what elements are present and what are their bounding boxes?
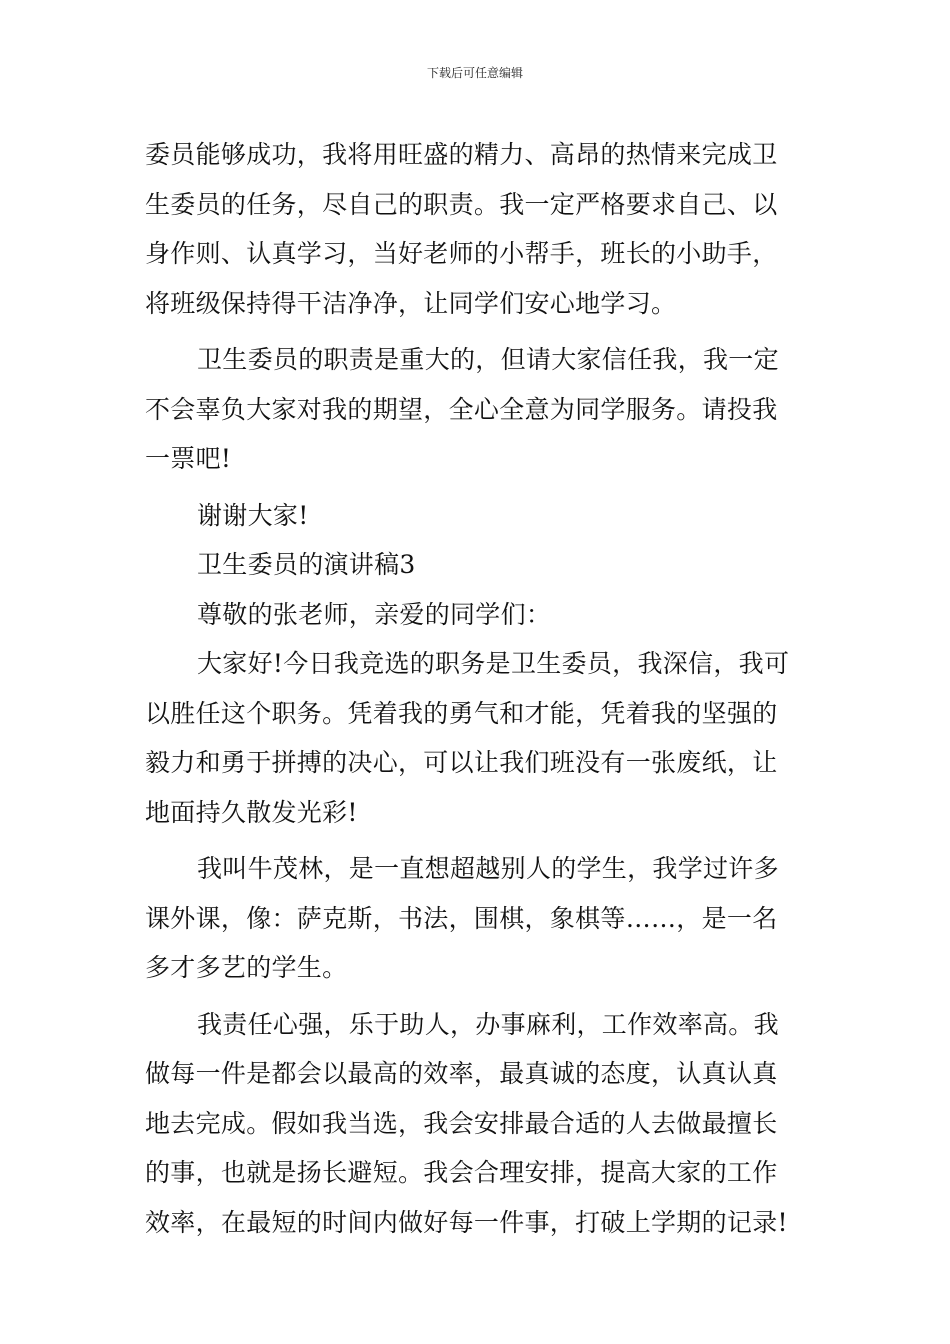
- text-line: 谢谢大家!: [197, 500, 309, 530]
- text-line: 毅力和勇于拼搏的决心，可以让我们班没有一张废纸，让: [145, 748, 778, 777]
- paragraph: [145, 1000, 807, 1248]
- text-line: 地面持久散发光彩!: [145, 797, 358, 827]
- text-line: 身作则、认真学习，当好老师的小帮手，班长的小助手，: [145, 239, 778, 268]
- text-line: 以胜任这个职务。凭着我的勇气和才能，凭着我的坚强的: [145, 698, 778, 728]
- paragraph: [145, 335, 807, 484]
- text-line: 卫生委员的演讲稿3: [197, 550, 416, 579]
- text-line: 的事，也就是扬长避短。我会合理安排，提高大家的工作: [145, 1158, 778, 1187]
- text-line: 卫生委员的职责是重大的，但请大家信任我，我一定: [197, 345, 779, 374]
- paragraph: [145, 491, 807, 541]
- document-body: [145, 130, 807, 1247]
- paragraph: [145, 639, 807, 837]
- text-line: 课外课，像：萨克斯，书法，围棋，象棋等……，是一名: [145, 903, 778, 933]
- text-line: 做每一件是都会以最高的效率，最真诚的态度，认真认真: [145, 1059, 778, 1088]
- text-line: 多才多艺的学生。: [145, 953, 348, 982]
- salutation: [145, 590, 807, 640]
- text-line: 一票吧!: [145, 444, 232, 473]
- text-line: 尊敬的张老师，亲爱的同学们：: [197, 599, 552, 629]
- text-line: 我责任心强，乐于助人，办事麻利，工作效率高。我: [197, 1009, 779, 1039]
- text-line: 委员能够成功，我将用旺盛的精力、高昂的热情来完成卫: [145, 140, 778, 169]
- text-line: 我叫牛茂林，是一直想超越别人的学生，我学过许多: [197, 854, 779, 883]
- page-header-note: 下载后可任意编辑: [426, 66, 523, 80]
- text-line: 将班级保持得干洁净净，让同学们安心地学习。: [145, 288, 677, 318]
- text-line: 不会辜负大家对我的期望，全心全意为同学服务。请投我: [145, 394, 778, 424]
- text-line: 大家好!今日我竞选的职务是卫生委员，我深信，我可: [197, 649, 790, 678]
- text-line: 地去完成。假如我当选，我会安排最合适的人去做最擅长: [145, 1108, 778, 1138]
- section-title: [145, 540, 807, 590]
- text-line: 效率，在最短的时间内做好每一件事，打破上学期的记录!: [145, 1207, 788, 1237]
- paragraph: [145, 130, 807, 328]
- text-line: 生委员的任务，尽自己的职责。我一定严格要求自己、以: [145, 189, 778, 219]
- paragraph: [145, 844, 807, 993]
